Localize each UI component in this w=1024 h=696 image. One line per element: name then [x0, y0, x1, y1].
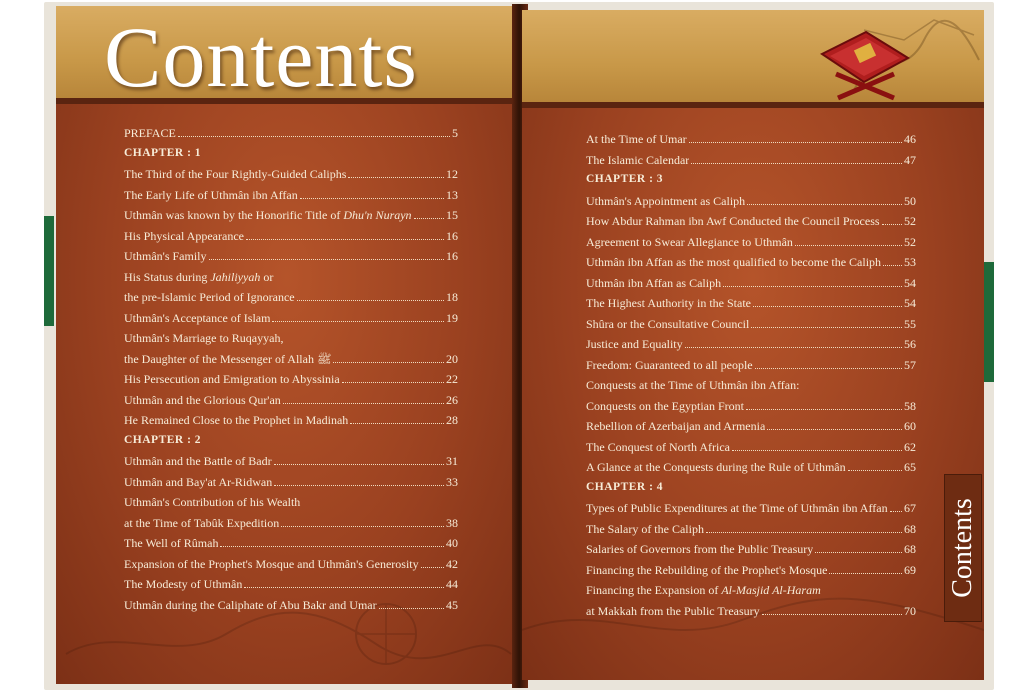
toc-entry [586, 378, 916, 399]
toc-entry-title: The Modesty of Uthmân [124, 577, 243, 591]
toc-list-right [586, 132, 916, 624]
toc-entry [586, 501, 916, 522]
toc-entry [124, 393, 458, 414]
page-number: 67 [904, 501, 916, 515]
dot-leader [421, 567, 444, 568]
dot-leader [281, 526, 444, 527]
toc-entry-title: Expansion of the Prophet's Mosque and Uthmân's Generosity [124, 556, 419, 571]
toc-entry [586, 153, 916, 174]
dot-leader [723, 286, 902, 287]
dot-leader [883, 265, 902, 266]
toc-entry [124, 126, 458, 147]
dot-leader [274, 464, 444, 465]
toc-entry [124, 516, 458, 537]
toc-entry-title: the Daughter of the Messenger of Allah ﷺ [124, 351, 332, 366]
side-tab [944, 474, 982, 622]
toc-entry [586, 132, 916, 153]
toc-entry [586, 214, 916, 235]
page-number: 18 [446, 290, 458, 304]
toc-entry-title: Uthmân ibn Affan as Caliph [586, 275, 722, 290]
page-number: 16 [446, 228, 458, 243]
toc-entry-title: Uthmân and Bay'at Ar-Ridwan [124, 474, 273, 489]
page-number: 70 [904, 603, 916, 618]
page-number: 62 [904, 439, 916, 454]
page-number: 58 [904, 398, 916, 413]
page-number: 40 [446, 536, 458, 550]
side-tab-label: Contents [947, 498, 978, 598]
cover-edge-right [984, 262, 994, 382]
toc-entry-title: Uthmân's Marriage to Ruqayyah, [124, 331, 284, 345]
toc-entry [586, 460, 916, 481]
toc-entry-title: He Remained Close to the Prophet in Madinah [124, 413, 349, 427]
toc-entry-title: His Physical Appearance [124, 228, 244, 243]
dot-leader [244, 587, 444, 588]
toc-entry-title: The Third of the Four Rightly-Guided Caliphs [124, 167, 347, 181]
toc-entry-title: Uthmân during the Caliphate of Abu Bakr and Umar [124, 597, 377, 612]
toc-entry-title: The Conquest of North Africa [586, 439, 730, 454]
cover-edge-left [44, 216, 54, 326]
dot-leader [753, 306, 902, 307]
toc-entry [586, 235, 916, 256]
toc-entry [124, 495, 458, 516]
toc-entry-title: Uthmân's Contribution of his Wealth [124, 495, 301, 509]
page-title: Contents [104, 9, 418, 105]
toc-entry [586, 337, 916, 358]
toc-entry-title: The Islamic Calendar [586, 152, 690, 167]
dot-leader [762, 614, 902, 615]
toc-entry-title: Uthmân and the Battle of Badr [124, 454, 272, 468]
page-number: 57 [904, 357, 916, 372]
toc-entry-title: Financing the Rebuilding of the Prophet's Mosque [586, 562, 828, 577]
page-number: 52 [904, 234, 916, 249]
dot-leader [829, 573, 902, 574]
dot-leader [348, 177, 444, 178]
toc-entry [124, 352, 458, 373]
dot-leader [890, 511, 902, 512]
dot-leader [220, 546, 444, 547]
toc-list-left [124, 126, 458, 618]
page-number: 16 [446, 249, 458, 263]
toc-entry [586, 276, 916, 297]
toc-entry-title: Financing the Expansion of Al-Masjid Al-Haram [586, 583, 821, 597]
toc-entry [586, 583, 916, 604]
toc-entry [124, 598, 458, 619]
page-number: 50 [904, 193, 916, 208]
dot-leader [272, 321, 444, 322]
toc-entry-title: at Makkah from the Public Treasury [586, 603, 760, 618]
toc-entry-title: Types of Public Expenditures at the Time of Uthmân ibn Affan [586, 501, 888, 515]
toc-entry [124, 413, 458, 434]
toc-entry [124, 536, 458, 557]
dot-leader [747, 204, 902, 205]
page-number: 54 [904, 296, 916, 310]
toc-entry [124, 311, 458, 332]
page-number: 52 [904, 214, 916, 228]
toc-entry [124, 290, 458, 311]
page-number: 55 [904, 316, 916, 331]
dot-leader [848, 470, 902, 471]
toc-entry-title: the pre-Islamic Period of Ignorance [124, 290, 295, 304]
chapter-heading [124, 434, 458, 455]
chapter-heading [124, 147, 458, 168]
dot-leader [751, 327, 902, 328]
dot-leader [815, 552, 902, 553]
toc-entry-title: A Glance at the Conquests during the Rule of Uthmân [586, 460, 846, 474]
page-number: 19 [446, 310, 458, 325]
toc-entry [586, 296, 916, 317]
toc-entry [586, 542, 916, 563]
right-page [522, 10, 984, 680]
toc-entry-title: Freedom: Guaranteed to all people [586, 357, 753, 372]
toc-entry [124, 208, 458, 229]
dot-leader [414, 218, 444, 219]
page-number: 45 [446, 597, 458, 612]
toc-entry-title: His Persecution and Emigration to Abyssinia [124, 372, 340, 386]
page-number: 56 [904, 337, 916, 351]
toc-entry-title: Shûra or the Consultative Council [586, 316, 750, 331]
dot-leader [732, 450, 902, 451]
toc-entry-title: Uthmân's Appointment as Caliph [586, 193, 746, 208]
toc-entry-title: CHAPTER : 2 [124, 433, 202, 446]
dot-leader [300, 198, 444, 199]
toc-entry-title: CHAPTER : 3 [586, 173, 664, 185]
toc-entry [586, 440, 916, 461]
toc-entry [124, 557, 458, 578]
toc-entry-title: Conquests on the Egyptian Front [586, 398, 744, 413]
page-number: 60 [904, 419, 916, 433]
header-band-right [522, 10, 984, 108]
chapter-heading [586, 173, 916, 194]
dot-leader [685, 347, 902, 348]
dot-leader [795, 245, 902, 246]
page-number: 69 [904, 562, 916, 577]
left-page [56, 6, 518, 684]
dot-leader [178, 136, 450, 137]
toc-entry-title: CHAPTER : 1 [124, 146, 202, 159]
page-number: 46 [904, 132, 916, 146]
toc-entry [586, 419, 916, 440]
page-number: 68 [904, 542, 916, 556]
dot-leader [691, 163, 902, 164]
dot-leader [689, 142, 902, 143]
toc-entry [586, 604, 916, 625]
book-on-stand-icon [816, 24, 912, 102]
toc-entry-title: PREFACE [124, 126, 176, 140]
page-number: 31 [446, 454, 458, 468]
toc-entry-title: CHAPTER : 4 [586, 480, 664, 493]
toc-entry-title: The Salary of the Caliph [586, 521, 704, 536]
page-number: 53 [904, 255, 916, 269]
toc-entry [124, 577, 458, 598]
toc-entry [124, 475, 458, 496]
dot-leader [274, 485, 444, 486]
page-number: 42 [446, 556, 458, 571]
dot-leader [342, 382, 444, 383]
page-number: 15 [446, 208, 458, 222]
toc-entry [586, 255, 916, 276]
toc-entry-title: Uthmân and the Glorious Qur'an [124, 392, 281, 407]
page-number: 47 [904, 152, 916, 167]
toc-entry-title: At the Time of Umar [586, 132, 687, 146]
dot-leader [350, 423, 444, 424]
dot-leader [746, 409, 902, 410]
page-number: 5 [452, 126, 458, 140]
toc-entry-title: The Well of Rûmah [124, 536, 219, 550]
toc-entry-title: The Early Life of Uthmân ibn Affan [124, 187, 298, 202]
dot-leader [882, 224, 902, 225]
toc-entry [124, 229, 458, 250]
dot-leader [246, 239, 444, 240]
toc-entry-title: Uthmân was known by the Honorific Title of Dhu'n Nurayn [124, 208, 412, 222]
toc-entry-title: The Highest Authority in the State [586, 296, 751, 310]
toc-entry [586, 194, 916, 215]
toc-entry-title: His Status during Jahiliyyah or [124, 269, 274, 284]
dot-leader [767, 429, 902, 430]
page-number: 33 [446, 474, 458, 489]
header-band-left [56, 6, 518, 104]
toc-entry [124, 188, 458, 209]
toc-entry [124, 454, 458, 475]
dot-leader [283, 403, 444, 404]
toc-entry [124, 331, 458, 352]
toc-entry [124, 167, 458, 188]
toc-entry-title: Uthmân's Family [124, 249, 207, 263]
toc-entry [586, 522, 916, 543]
toc-entry-title: Conquests at the Time of Uthmân ibn Affan: [586, 378, 800, 392]
toc-entry-title: Salaries of Governors from the Public Treasury [586, 542, 814, 556]
toc-entry [586, 317, 916, 338]
dot-leader [333, 362, 444, 363]
dot-leader [379, 608, 444, 609]
chapter-heading [586, 481, 916, 502]
toc-entry-title: How Abdur Rahman ibn Awf Conducted the Council Process [586, 214, 880, 228]
dot-leader [297, 300, 444, 301]
page-number: 20 [446, 351, 458, 366]
toc-entry [124, 249, 458, 270]
toc-entry [586, 358, 916, 379]
toc-entry-title: Rebellion of Azerbaijan and Armenia [586, 419, 766, 433]
page-number: 13 [446, 187, 458, 202]
toc-entry-title: Agreement to Swear Allegiance to Uthmân [586, 234, 793, 249]
dot-leader [755, 368, 902, 369]
toc-entry [586, 563, 916, 584]
page-number: 44 [446, 577, 458, 591]
dot-leader [706, 532, 902, 533]
toc-entry-title: at the Time of Tabûk Expedition [124, 515, 280, 530]
toc-entry-title: Uthmân's Acceptance of Islam [124, 310, 271, 325]
page-number: 54 [904, 275, 916, 290]
page-number: 22 [446, 372, 458, 386]
dot-leader [209, 259, 445, 260]
page-number: 38 [446, 515, 458, 530]
toc-entry-title: Uthmân ibn Affan as the most qualified to become the Caliph [586, 255, 882, 269]
toc-entry [124, 372, 458, 393]
toc-entry-title: Justice and Equality [586, 337, 683, 351]
toc-entry [124, 270, 458, 291]
page-number: 28 [446, 413, 458, 427]
page-number: 68 [904, 521, 916, 536]
page-number: 26 [446, 392, 458, 407]
toc-entry [586, 399, 916, 420]
page-number: 65 [904, 460, 916, 474]
page-number: 12 [446, 167, 458, 181]
